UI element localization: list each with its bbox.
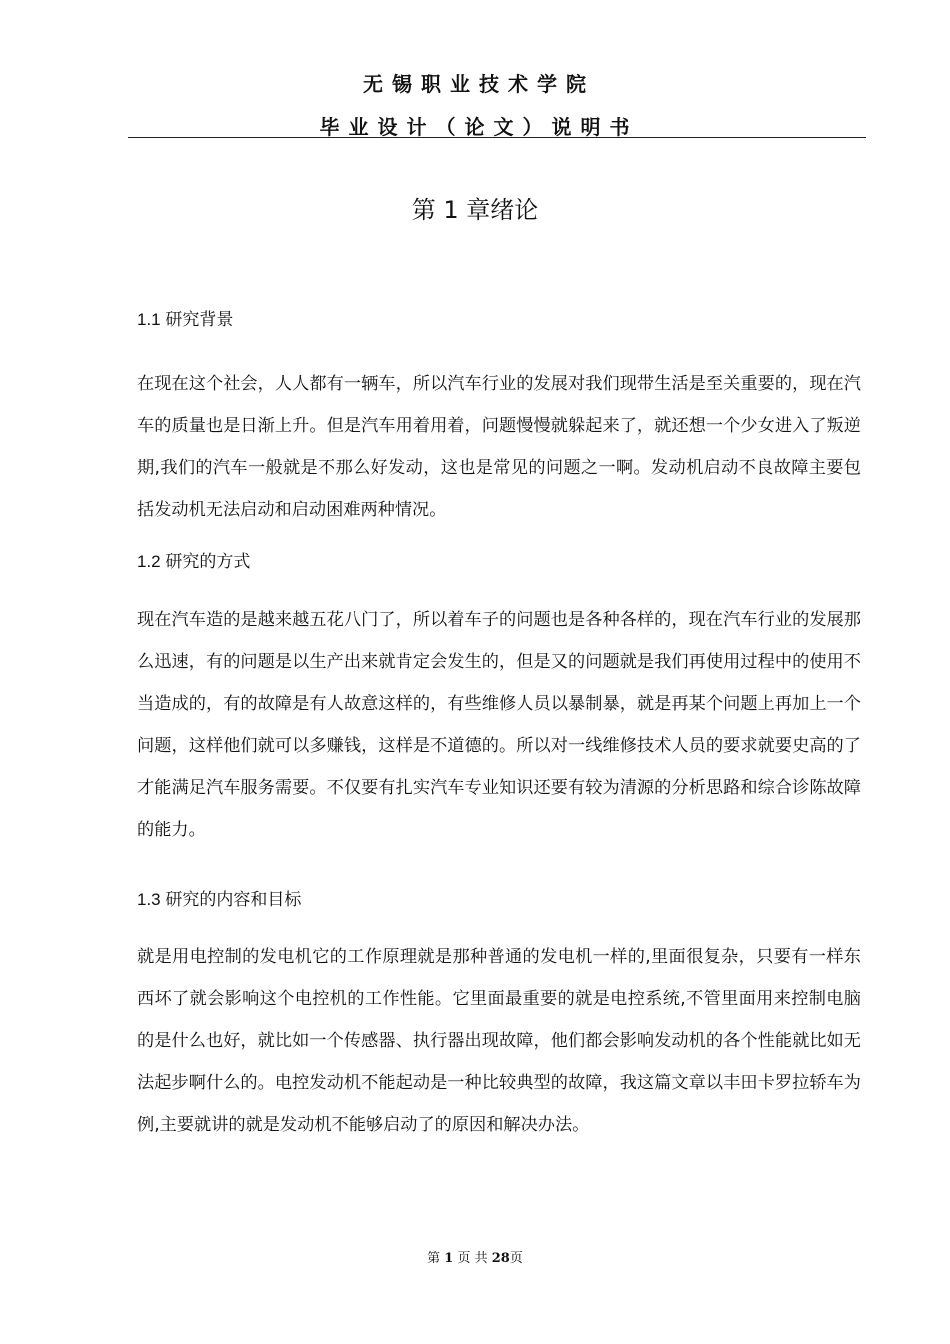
footer-middle: 页 共 [457,1251,488,1266]
footer-page-number: 1 [444,1251,454,1266]
footer-suffix: 页 [509,1251,523,1266]
section-paragraph-1-1: 在现在这个社会，人人都有一辆车，所以汽车行业的发展对我们现带生活是至关重要的，现在汽车的质量也是日渐上升。但是汽车用着用着，问题慢慢就躲起来了，就还想一个少女进入了叛逆期,我们的汽车一般就是不那么好发动，这也是常见的问题之一啊。发动机启动不良故障主要包括发动机无法启动和启动困难两种情况。 [137,374,861,520]
footer-prefix: 第 [427,1251,441,1266]
section-heading-1-1: 1.1 研究背景 [137,310,234,329]
section-paragraph-1-2: 现在汽车造的是越来越五花八门了，所以着车子的问题也是各种各样的，现在汽车行业的发展那么迅速，有的问题是以生产出来就肯定会发生的，但是又的问题就是我们再使用过程中的使用不当造成的，有的故障是有人故意这样的，有些维修人员以暴制暴，就是再某个问题上再加上一个问题，这样他们就可以多赚钱，这样是不道德的。所以对一线维修技术人员的要求就要史高的了才能满足汽车服务需要。不仅要有扎实汽车专业知识还要有较为清源的分析思路和综合诊陈故障的能力。 [137,610,861,840]
document-type-title: 毕业设计（论文）说明书 [319,115,639,139]
footer-total-pages: 28 [491,1251,510,1266]
chapter-title: 第 1 章绪论 [411,196,539,224]
section-heading-1-3: 1.3 研究的内容和目标 [137,890,302,909]
section-heading-1-2: 1.2 研究的方式 [137,552,251,571]
header-divider [128,137,866,138]
section-paragraph-1-3: 就是用电控制的发电机它的工作原理就是那种普通的发电机一样的,里面很复杂，只要有一样东西坏了就会影响这个电控机的工作性能。它里面最重要的就是电控系统,不管里面用来控制电脑的是什么也好，就比如一个传感器、执行器出现故障，他们都会影响发动机的各个性能就比如无法起步啊什么的。电控发动机不能起动是一种比较典型的故障，我这篇文章以丰田卡罗拉轿车为例,主要就讲的就是发动机不能够启动了的原因和解决办法。 [137,947,861,1135]
page-footer [0,1247,950,1266]
school-name: 无锡职业技术学院 [363,72,595,96]
